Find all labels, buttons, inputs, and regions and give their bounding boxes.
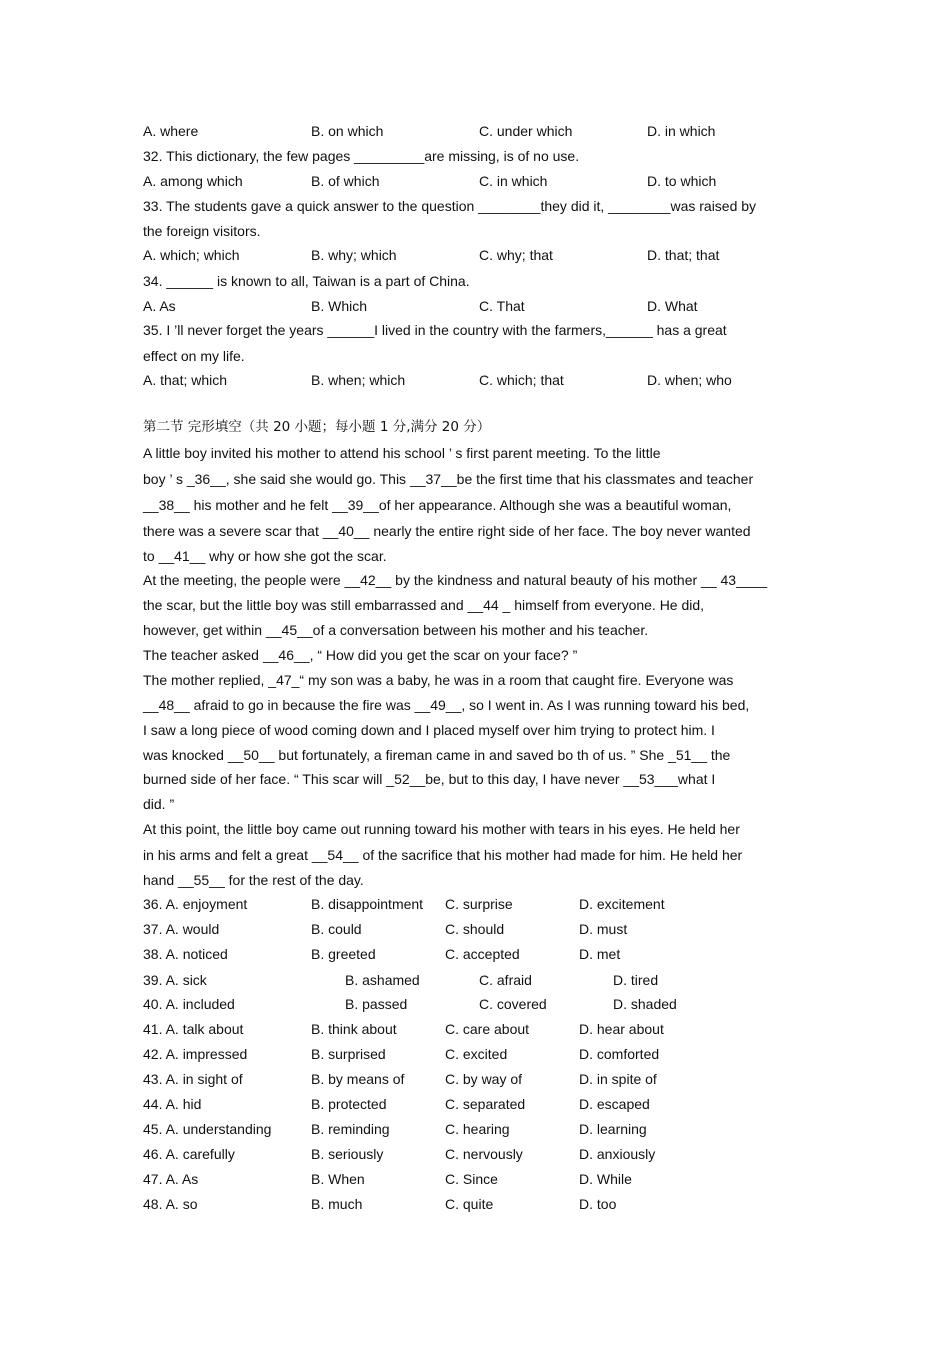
cloze-48-option-c: C. quite xyxy=(445,1196,494,1212)
q33-option-a: A. which; which xyxy=(143,247,240,263)
passage-line: At the meeting, the people were __42__ by the kindness and natural beauty of his mother __ 43____ xyxy=(143,572,768,588)
q34-option-d: D. What xyxy=(647,298,698,314)
passage-line: was knocked __50__ but fortunately, a fireman came in and saved bo th of us. ” She _51__ the xyxy=(143,747,731,763)
cloze-38-option-d: D. met xyxy=(579,946,621,962)
q33-stem-line2: the foreign visitors. xyxy=(143,223,261,239)
cloze-46-option-b: B. seriously xyxy=(311,1146,384,1162)
q32-option-c: C. in which xyxy=(479,173,548,189)
cloze-42-option-c: C. excited xyxy=(445,1046,508,1062)
cloze-44-option-d: D. escaped xyxy=(579,1096,650,1112)
q31-option-a: A. where xyxy=(143,123,199,139)
cloze-38-option-b: B. greeted xyxy=(311,946,376,962)
q33-option-b: B. why; which xyxy=(311,247,397,263)
q35-option-d: D. when; who xyxy=(647,372,732,388)
cloze-48-option-d: D. too xyxy=(579,1196,617,1212)
cloze-36-option-d: D. excitement xyxy=(579,896,665,912)
cloze-48-option-b: B. much xyxy=(311,1196,363,1212)
q32-option-d: D. to which xyxy=(647,173,717,189)
q35-stem-line1: 35. I ’ll never forget the years ______I lived in the country with the farmers,______ has a great xyxy=(143,322,727,338)
cloze-40-option-b: B. passed xyxy=(345,996,408,1012)
cloze-44-option-c: C. separated xyxy=(445,1096,526,1112)
q33-option-d: D. that; that xyxy=(647,247,720,263)
cloze-40-option-a: 40. A. included xyxy=(143,996,235,1012)
cloze-46-option-c: C. nervously xyxy=(445,1146,523,1162)
passage-line: boy ’ s _36__, she said she would go. This __37__be the first time that his classmates and teacher xyxy=(143,471,754,487)
cloze-43-option-c: C. by way of xyxy=(445,1071,523,1087)
cloze-44-option-a: 44. A. hid xyxy=(143,1096,202,1112)
q32-stem: 32. This dictionary, the few pages _________are missing, is of no use. xyxy=(143,148,580,164)
q31-option-c: C. under which xyxy=(479,123,573,139)
q34-option-c: C. That xyxy=(479,298,525,314)
cloze-42-option-d: D. comforted xyxy=(579,1046,660,1062)
q32-option-a: A. among which xyxy=(143,173,243,189)
cloze-47-option-a: 47. A. As xyxy=(143,1171,199,1187)
cloze-43-option-d: D. in spite of xyxy=(579,1071,657,1087)
passage-line: __38__ his mother and he felt __39__of her appearance. Although she was a beautiful woman, xyxy=(143,497,732,513)
cloze-43-option-b: B. by means of xyxy=(311,1071,405,1087)
passage-line: in his arms and felt a great __54__ of the sacrifice that his mother had made for him. He held her xyxy=(143,847,743,863)
passage-line: did. ” xyxy=(143,796,175,812)
q35-option-a: A. that; which xyxy=(143,372,228,388)
cloze-38-option-a: 38. A. noticed xyxy=(143,946,228,962)
cloze-44-option-b: B. protected xyxy=(311,1096,387,1112)
q34-option-a: A. As xyxy=(143,298,176,314)
cloze-45-option-d: D. learning xyxy=(579,1121,647,1137)
cloze-47-option-d: D. While xyxy=(579,1171,632,1187)
cloze-46-option-d: D. anxiously xyxy=(579,1146,656,1162)
q35-stem-line2: effect on my life. xyxy=(143,348,245,364)
cloze-36-option-c: C. surprise xyxy=(445,896,513,912)
cloze-40-option-c: C. covered xyxy=(479,996,547,1012)
cloze-41-option-a: 41. A. talk about xyxy=(143,1021,244,1037)
cloze-41-option-b: B. think about xyxy=(311,1021,397,1037)
cloze-42-option-a: 42. A. impressed xyxy=(143,1046,248,1062)
q33-option-c: C. why; that xyxy=(479,247,553,263)
q35-option-b: B. when; which xyxy=(311,372,406,388)
section-2-title: 第二节 完形填空（共 20 小题；每小题 1 分,满分 20 分） xyxy=(143,419,491,435)
passage-line: there was a severe scar that __40__ nearly the entire right side of her face. The boy never wanted xyxy=(143,523,751,539)
cloze-42-option-b: B. surprised xyxy=(311,1046,386,1062)
q35-option-c: C. which; that xyxy=(479,372,564,388)
cloze-39-option-a: 39. A. sick xyxy=(143,972,207,988)
passage-line: A little boy invited his mother to attend his school ’ s first parent meeting. To the little xyxy=(143,445,661,461)
q33-stem-line1: 33. The students gave a quick answer to the question ________they did it, ________was raised by xyxy=(143,198,757,214)
cloze-45-option-c: C. hearing xyxy=(445,1121,510,1137)
cloze-37-option-d: D. must xyxy=(579,921,628,937)
passage-line: the scar, but the little boy was still embarrassed and __44 _ himself from everyone. He did, xyxy=(143,597,705,613)
cloze-45-option-a: 45. A. understanding xyxy=(143,1121,272,1137)
passage-line: At this point, the little boy came out running toward his mother with tears in his eyes. He held her xyxy=(143,821,740,837)
q31-option-d: D. in which xyxy=(647,123,716,139)
q32-option-b: B. of which xyxy=(311,173,380,189)
passage-line: to __41__ why or how she got the scar. xyxy=(143,548,387,564)
cloze-47-option-b: B. When xyxy=(311,1171,365,1187)
passage-line: however, get within __45__of a conversation between his mother and his teacher. xyxy=(143,622,649,638)
cloze-46-option-a: 46. A. carefully xyxy=(143,1146,235,1162)
passage-line: The mother replied, _47_“ my son was a baby, he was in a room that caught fire. Everyone was xyxy=(143,672,734,688)
q31-option-b: B. on which xyxy=(311,123,384,139)
cloze-40-option-d: D. shaded xyxy=(613,996,677,1012)
cloze-38-option-c: C. accepted xyxy=(445,946,520,962)
cloze-37-option-c: C. should xyxy=(445,921,505,937)
cloze-47-option-c: C. Since xyxy=(445,1171,498,1187)
passage-line: __48__ afraid to go in because the fire was __49__, so I went in. As I was running toward his bed, xyxy=(143,697,750,713)
cloze-41-option-c: C. care about xyxy=(445,1021,530,1037)
cloze-43-option-a: 43. A. in sight of xyxy=(143,1071,243,1087)
q34-stem: 34. ______ is known to all, Taiwan is a part of China. xyxy=(143,273,470,289)
cloze-39-option-b: B. ashamed xyxy=(345,972,420,988)
cloze-41-option-d: D. hear about xyxy=(579,1021,664,1037)
q34-option-b: B. Which xyxy=(311,298,368,314)
cloze-37-option-a: 37. A. would xyxy=(143,921,220,937)
cloze-48-option-a: 48. A. so xyxy=(143,1196,198,1212)
cloze-36-option-b: B. disappointment xyxy=(311,896,424,912)
cloze-39-option-c: C. afraid xyxy=(479,972,532,988)
passage-line: hand __55__ for the rest of the day. xyxy=(143,872,364,888)
cloze-36-option-a: 36. A. enjoyment xyxy=(143,896,248,912)
cloze-39-option-d: D. tired xyxy=(613,972,659,988)
passage-line: The teacher asked __46__, “ How did you get the scar on your face? ” xyxy=(143,647,578,663)
cloze-37-option-b: B. could xyxy=(311,921,362,937)
cloze-45-option-b: B. reminding xyxy=(311,1121,390,1137)
passage-line: burned side of her face. “ This scar will _52__be, but to this day, I have never __53___what I xyxy=(143,771,716,787)
passage-line: I saw a long piece of wood coming down and I placed myself over him trying to protect him. I xyxy=(143,722,715,738)
